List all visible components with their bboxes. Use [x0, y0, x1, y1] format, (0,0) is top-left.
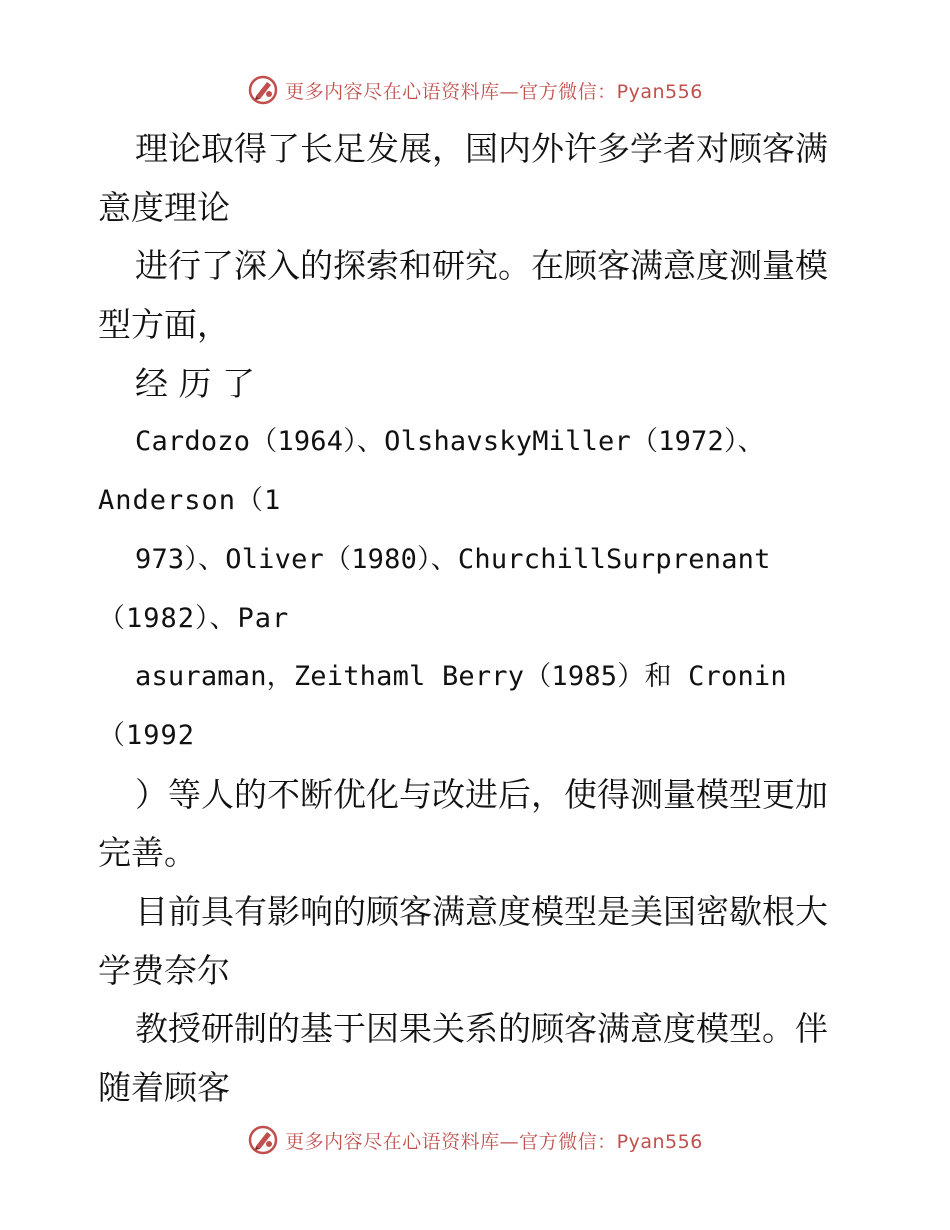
header-banner — [0, 70, 950, 110]
header-banner-wechat: Pyan556 — [616, 80, 703, 103]
header-banner-text — [285, 77, 703, 104]
pen-logo-icon — [247, 1124, 279, 1156]
text-line: Cardozo（1964）、OlshavskyMiller（1972）、 — [135, 426, 765, 458]
footer-banner — [0, 1120, 950, 1160]
text-line: 随着顾客 — [98, 1068, 230, 1107]
text-line: ）等人的不断优化与改进后，使得测量模型更加 — [135, 774, 828, 814]
text-line: 目前具有影响的顾客满意度模型是美国密歇根大 — [135, 891, 828, 931]
text-line: asuraman，Zeithaml Berry（1985）和 Cronin — [135, 661, 787, 693]
text-line: 学费奈尔 — [98, 950, 230, 990]
text-line: （1992 — [98, 719, 196, 751]
text-line: 进行了深入的探索和研究。在顾客满意度测量模 — [135, 246, 828, 286]
header-banner-label: 更多内容尽在心语资料库—官方微信： — [285, 80, 617, 103]
text-line: 教授研制的基于因果关系的顾客满意度模型。伴 — [135, 1009, 828, 1049]
text-line: （1982）、Par — [98, 602, 290, 634]
text-line: 完善。 — [98, 833, 197, 873]
text-line: 理论取得了长足发展，国内外许多学者对顾客满 — [135, 129, 828, 168]
footer-banner-label: 更多内容尽在心语资料库—官方微信： — [285, 1130, 617, 1153]
footer-banner-wechat: Pyan556 — [616, 1130, 703, 1153]
text-line: 型方面， — [98, 305, 230, 345]
text-line: 973）、Oliver（1980）、ChurchillSurprenant — [135, 543, 771, 575]
text-line: 意度理论 — [98, 187, 230, 227]
footer-banner-text — [285, 1127, 703, 1154]
text-line: 经 历 了 — [135, 363, 255, 403]
text-line: Anderson（1 — [98, 485, 282, 517]
body-text — [98, 120, 858, 1118]
pen-logo-icon — [247, 74, 279, 106]
